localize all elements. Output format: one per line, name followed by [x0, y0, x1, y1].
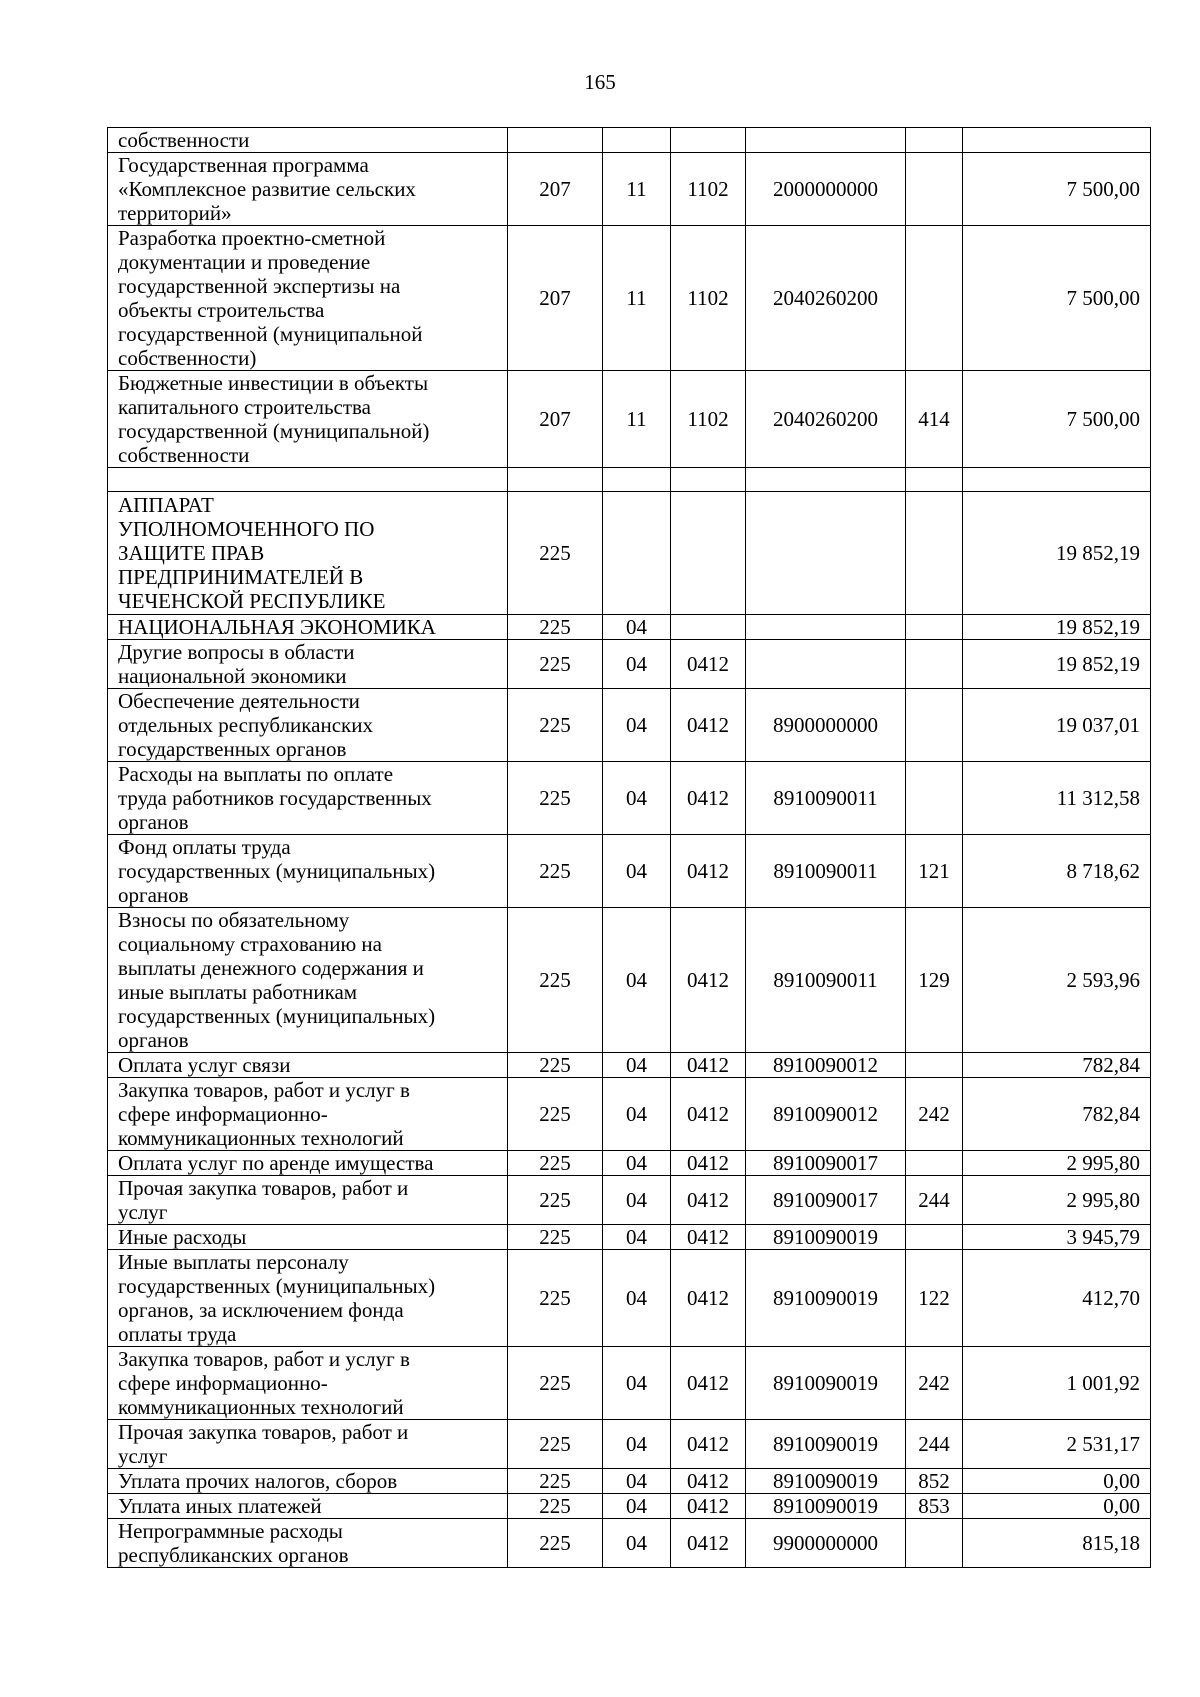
- table-row: [108, 908, 1151, 1053]
- table-row: [108, 762, 1151, 835]
- row-name-line: Закупка товаров, работ и услуг в: [118, 1347, 410, 1371]
- row-name-line: сфере информационно-: [118, 1371, 328, 1395]
- row-name: [108, 226, 508, 371]
- row-name: [108, 128, 508, 153]
- row-name: [108, 1250, 508, 1347]
- row-expense-type: [906, 689, 963, 762]
- row-name-line: территорий»: [118, 201, 232, 225]
- row-ved-code: 225: [508, 1494, 603, 1519]
- row-subsection-code: [671, 468, 746, 492]
- row-amount: 2 593,96: [963, 908, 1151, 1053]
- row-name-line: Обеспечение деятельности: [118, 689, 360, 713]
- row-name-line: Другие вопросы в области: [118, 640, 355, 664]
- row-name: [108, 1420, 508, 1469]
- row-target-article: [746, 615, 906, 640]
- row-amount: 7 500,00: [963, 153, 1151, 226]
- row-name-line: услуг: [118, 1200, 168, 1224]
- row-name-line: государственных органов: [118, 737, 347, 761]
- row-target-article: 8910090017: [746, 1176, 906, 1225]
- row-expense-type: [906, 1053, 963, 1078]
- row-ved-code: 225: [508, 908, 603, 1053]
- row-ved-code: 207: [508, 153, 603, 226]
- row-amount: 2 531,17: [963, 1420, 1151, 1469]
- row-name-line: Оплата услуг по аренде имущества: [118, 1151, 434, 1175]
- table-row: [108, 1494, 1151, 1519]
- row-expense-type: [906, 468, 963, 492]
- row-name: [108, 468, 508, 492]
- row-target-article: 8910090019: [746, 1225, 906, 1250]
- row-section-code: 04: [603, 1469, 671, 1494]
- row-subsection-code: 1102: [671, 371, 746, 468]
- row-expense-type: 129: [906, 908, 963, 1053]
- row-name-line: государственных (муниципальных): [118, 1004, 436, 1028]
- row-amount: 3 945,79: [963, 1225, 1151, 1250]
- row-name-line: государственных (муниципальных): [118, 859, 436, 883]
- row-subsection-code: 0412: [671, 689, 746, 762]
- table-row: [108, 1053, 1151, 1078]
- row-ved-code: 207: [508, 371, 603, 468]
- row-name-line: государственной (муниципальной): [118, 419, 430, 443]
- row-amount: 2 995,80: [963, 1151, 1151, 1176]
- table-row: [108, 128, 1151, 153]
- row-name-line: ЧЕЧЕНСКОЙ РЕСПУБЛИКЕ: [118, 589, 386, 613]
- row-ved-code: 225: [508, 492, 603, 615]
- row-name-line: государственной экспертизы на: [118, 274, 401, 298]
- row-section-code: 04: [603, 1519, 671, 1568]
- row-name-line: коммуникационных технологий: [118, 1395, 404, 1419]
- row-name: [108, 689, 508, 762]
- table-row: [108, 153, 1151, 226]
- row-name-line: капитального строительства: [118, 395, 371, 419]
- row-name: [108, 835, 508, 908]
- row-amount: 412,70: [963, 1250, 1151, 1347]
- row-subsection-code: 1102: [671, 226, 746, 371]
- table-row: [108, 1151, 1151, 1176]
- row-name-line: УПОЛНОМОЧЕННОГО ПО: [118, 517, 375, 541]
- row-section-code: 11: [603, 153, 671, 226]
- row-name-line: собственности: [118, 443, 250, 467]
- row-name: [108, 153, 508, 226]
- row-section-code: 04: [603, 762, 671, 835]
- row-section-code: 04: [603, 1151, 671, 1176]
- row-ved-code: 225: [508, 1469, 603, 1494]
- row-ved-code: 225: [508, 1053, 603, 1078]
- row-section-code: 11: [603, 371, 671, 468]
- row-name-line: республиканских органов: [118, 1543, 349, 1567]
- row-subsection-code: 0412: [671, 1494, 746, 1519]
- budget-table: [107, 127, 1151, 1568]
- table-row: [108, 1176, 1151, 1225]
- table-row: [108, 835, 1151, 908]
- row-subsection-code: 0412: [671, 1053, 746, 1078]
- row-section-code: 04: [603, 1225, 671, 1250]
- row-name-line: оплаты труда: [118, 1322, 237, 1346]
- table-row: [108, 640, 1151, 689]
- row-name-line: выплаты денежного содержания и: [118, 956, 424, 980]
- row-amount: 19 852,19: [963, 492, 1151, 615]
- table-row: [108, 1078, 1151, 1151]
- row-target-article: [746, 128, 906, 153]
- row-expense-type: 244: [906, 1176, 963, 1225]
- row-name-line: Бюджетные инвестиции в объекты: [118, 371, 429, 395]
- table-row: [108, 689, 1151, 762]
- row-subsection-code: 0412: [671, 1469, 746, 1494]
- row-section-code: 04: [603, 640, 671, 689]
- row-subsection-code: 0412: [671, 1225, 746, 1250]
- row-subsection-code: 0412: [671, 1078, 746, 1151]
- row-ved-code: 225: [508, 689, 603, 762]
- row-name-line: Закупка товаров, работ и услуг в: [118, 1078, 410, 1102]
- row-name-line: Прочая закупка товаров, работ и: [118, 1420, 409, 1444]
- row-amount: 19 037,01: [963, 689, 1151, 762]
- row-ved-code: 225: [508, 835, 603, 908]
- row-amount: 782,84: [963, 1078, 1151, 1151]
- row-name: [108, 615, 508, 640]
- row-name: [108, 1519, 508, 1568]
- row-name-line: Прочая закупка товаров, работ и: [118, 1176, 409, 1200]
- row-expense-type: [906, 762, 963, 835]
- row-name: [108, 371, 508, 468]
- row-section-code: 04: [603, 1420, 671, 1469]
- row-section-code: 04: [603, 1250, 671, 1347]
- row-ved-code: 225: [508, 1250, 603, 1347]
- row-name-line: органов: [118, 810, 189, 834]
- row-name-line: Уплата прочих налогов, сборов: [118, 1469, 398, 1493]
- row-name-line: «Комплексное развитие сельских: [118, 177, 416, 201]
- row-name-line: АППАРАТ: [118, 493, 214, 517]
- row-name-line: сфере информационно-: [118, 1102, 328, 1126]
- row-name: [108, 1151, 508, 1176]
- row-amount: 782,84: [963, 1053, 1151, 1078]
- row-expense-type: [906, 1225, 963, 1250]
- row-section-code: 04: [603, 1078, 671, 1151]
- row-name-line: Оплата услуг связи: [118, 1053, 291, 1077]
- row-ved-code: [508, 128, 603, 153]
- row-section-code: 04: [603, 1494, 671, 1519]
- row-target-article: 8910090019: [746, 1469, 906, 1494]
- row-expense-type: 852: [906, 1469, 963, 1494]
- row-expense-type: 414: [906, 371, 963, 468]
- row-name-line: объекты строительства: [118, 298, 325, 322]
- row-expense-type: 121: [906, 835, 963, 908]
- row-name-line: Фонд оплаты труда: [118, 835, 291, 859]
- table-row: [108, 1250, 1151, 1347]
- row-amount: 11 312,58: [963, 762, 1151, 835]
- row-target-article: 2040260200: [746, 226, 906, 371]
- row-ved-code: 225: [508, 1225, 603, 1250]
- row-subsection-code: 0412: [671, 762, 746, 835]
- row-name-line: социальному страхованию на: [118, 932, 382, 956]
- table-row: [108, 615, 1151, 640]
- row-name: [108, 1078, 508, 1151]
- row-section-code: [603, 128, 671, 153]
- row-name-line: государственной (муниципальной: [118, 322, 423, 346]
- row-section-code: 04: [603, 908, 671, 1053]
- row-section-code: 04: [603, 1053, 671, 1078]
- row-amount: 1 001,92: [963, 1347, 1151, 1420]
- row-ved-code: 225: [508, 1078, 603, 1151]
- row-subsection-code: 0412: [671, 835, 746, 908]
- row-name-line: органов: [118, 1028, 189, 1052]
- row-name: [108, 762, 508, 835]
- row-name-line: ЗАЩИТЕ ПРАВ: [118, 541, 265, 565]
- row-amount: 0,00: [963, 1494, 1151, 1519]
- row-section-code: 04: [603, 835, 671, 908]
- row-expense-type: [906, 153, 963, 226]
- row-target-article: 8910090011: [746, 762, 906, 835]
- row-amount: 2 995,80: [963, 1176, 1151, 1225]
- page-number: 165: [584, 70, 616, 94]
- row-target-article: 8910090019: [746, 1347, 906, 1420]
- row-name-line: национальной экономики: [118, 664, 347, 688]
- table-row: [108, 468, 1151, 492]
- row-ved-code: 225: [508, 1347, 603, 1420]
- row-target-article: [746, 492, 906, 615]
- row-subsection-code: [671, 615, 746, 640]
- row-name-line: Государственная программа: [118, 153, 369, 177]
- row-expense-type: [906, 1151, 963, 1176]
- row-section-code: 04: [603, 615, 671, 640]
- row-subsection-code: 0412: [671, 1151, 746, 1176]
- row-section-code: 04: [603, 1176, 671, 1225]
- row-ved-code: 225: [508, 615, 603, 640]
- row-name-line: органов: [118, 883, 189, 907]
- row-name-line: услуг: [118, 1444, 168, 1468]
- row-name: [108, 1176, 508, 1225]
- row-subsection-code: [671, 492, 746, 615]
- table-row: [108, 1347, 1151, 1420]
- row-subsection-code: 0412: [671, 640, 746, 689]
- row-ved-code: 207: [508, 226, 603, 371]
- row-expense-type: [906, 492, 963, 615]
- row-name-line: отдельных республиканских: [118, 713, 373, 737]
- row-name: [108, 640, 508, 689]
- row-target-article: 8900000000: [746, 689, 906, 762]
- row-name-line: Иные расходы: [118, 1225, 247, 1249]
- row-expense-type: [906, 226, 963, 371]
- row-name: [108, 1053, 508, 1078]
- row-name-line: иные выплаты работникам: [118, 980, 358, 1004]
- table-row: [108, 1469, 1151, 1494]
- row-name: [108, 492, 508, 615]
- row-expense-type: 122: [906, 1250, 963, 1347]
- row-target-article: 2040260200: [746, 371, 906, 468]
- row-expense-type: [906, 128, 963, 153]
- row-name-line: Расходы на выплаты по оплате: [118, 762, 394, 786]
- row-target-article: 8910090012: [746, 1053, 906, 1078]
- row-amount: [963, 128, 1151, 153]
- table-row: [108, 1519, 1151, 1568]
- row-expense-type: [906, 640, 963, 689]
- row-target-article: 8910090017: [746, 1151, 906, 1176]
- row-name: [108, 1225, 508, 1250]
- row-ved-code: 225: [508, 640, 603, 689]
- row-name: [108, 908, 508, 1053]
- table-row: [108, 1225, 1151, 1250]
- row-amount: 815,18: [963, 1519, 1151, 1568]
- row-target-article: 8910090011: [746, 835, 906, 908]
- row-subsection-code: 0412: [671, 1347, 746, 1420]
- row-subsection-code: 1102: [671, 153, 746, 226]
- row-target-article: [746, 640, 906, 689]
- row-name-line: собственности: [118, 128, 250, 152]
- row-ved-code: 225: [508, 1176, 603, 1225]
- row-ved-code: [508, 468, 603, 492]
- row-name-line: Непрограммные расходы: [118, 1519, 343, 1543]
- row-subsection-code: 0412: [671, 1250, 746, 1347]
- table-row: [108, 1420, 1151, 1469]
- row-name: [108, 1469, 508, 1494]
- row-subsection-code: 0412: [671, 1176, 746, 1225]
- row-amount: 0,00: [963, 1469, 1151, 1494]
- row-name-line: документации и проведение: [118, 250, 371, 274]
- row-target-article: 8910090019: [746, 1250, 906, 1347]
- row-amount: 7 500,00: [963, 226, 1151, 371]
- row-name-line: Взносы по обязательному: [118, 908, 350, 932]
- row-name: [108, 1347, 508, 1420]
- row-section-code: 11: [603, 226, 671, 371]
- row-subsection-code: 0412: [671, 1519, 746, 1568]
- table-row: [108, 226, 1151, 371]
- row-amount: [963, 468, 1151, 492]
- row-name-line: Разработка проектно-сметной: [118, 226, 386, 250]
- row-name: [108, 1494, 508, 1519]
- row-subsection-code: 0412: [671, 908, 746, 1053]
- row-ved-code: 225: [508, 1519, 603, 1568]
- row-name-line: государственных (муниципальных): [118, 1274, 436, 1298]
- row-target-article: 9900000000: [746, 1519, 906, 1568]
- row-name-line: труда работников государственных: [118, 786, 432, 810]
- row-section-code: 04: [603, 1347, 671, 1420]
- row-target-article: [746, 468, 906, 492]
- row-expense-type: 244: [906, 1420, 963, 1469]
- table-row: [108, 371, 1151, 468]
- row-target-article: 8910090019: [746, 1494, 906, 1519]
- row-ved-code: 225: [508, 1151, 603, 1176]
- row-subsection-code: [671, 128, 746, 153]
- row-section-code: [603, 468, 671, 492]
- row-subsection-code: 0412: [671, 1420, 746, 1469]
- row-expense-type: [906, 1519, 963, 1568]
- row-name-line: органов, за исключением фонда: [118, 1298, 404, 1322]
- row-amount: 7 500,00: [963, 371, 1151, 468]
- row-name-line: Иные выплаты персоналу: [118, 1250, 349, 1274]
- row-name-line: Уплата иных платежей: [118, 1494, 322, 1518]
- row-amount: 19 852,19: [963, 640, 1151, 689]
- row-expense-type: 853: [906, 1494, 963, 1519]
- row-name-line: коммуникационных технологий: [118, 1126, 404, 1150]
- row-target-article: 8910090012: [746, 1078, 906, 1151]
- row-target-article: 2000000000: [746, 153, 906, 226]
- row-amount: 19 852,19: [963, 615, 1151, 640]
- row-name-line: НАЦИОНАЛЬНАЯ ЭКОНОМИКА: [118, 615, 436, 639]
- row-expense-type: [906, 615, 963, 640]
- row-name-line: собственности): [118, 346, 257, 370]
- row-section-code: [603, 492, 671, 615]
- row-ved-code: 225: [508, 1420, 603, 1469]
- table-row: [108, 492, 1151, 615]
- row-target-article: 8910090019: [746, 1420, 906, 1469]
- row-ved-code: 225: [508, 762, 603, 835]
- row-expense-type: 242: [906, 1078, 963, 1151]
- row-amount: 8 718,62: [963, 835, 1151, 908]
- row-section-code: 04: [603, 689, 671, 762]
- row-target-article: 8910090011: [746, 908, 906, 1053]
- row-name-line: ПРЕДПРИНИМАТЕЛЕЙ В: [118, 565, 364, 589]
- row-expense-type: 242: [906, 1347, 963, 1420]
